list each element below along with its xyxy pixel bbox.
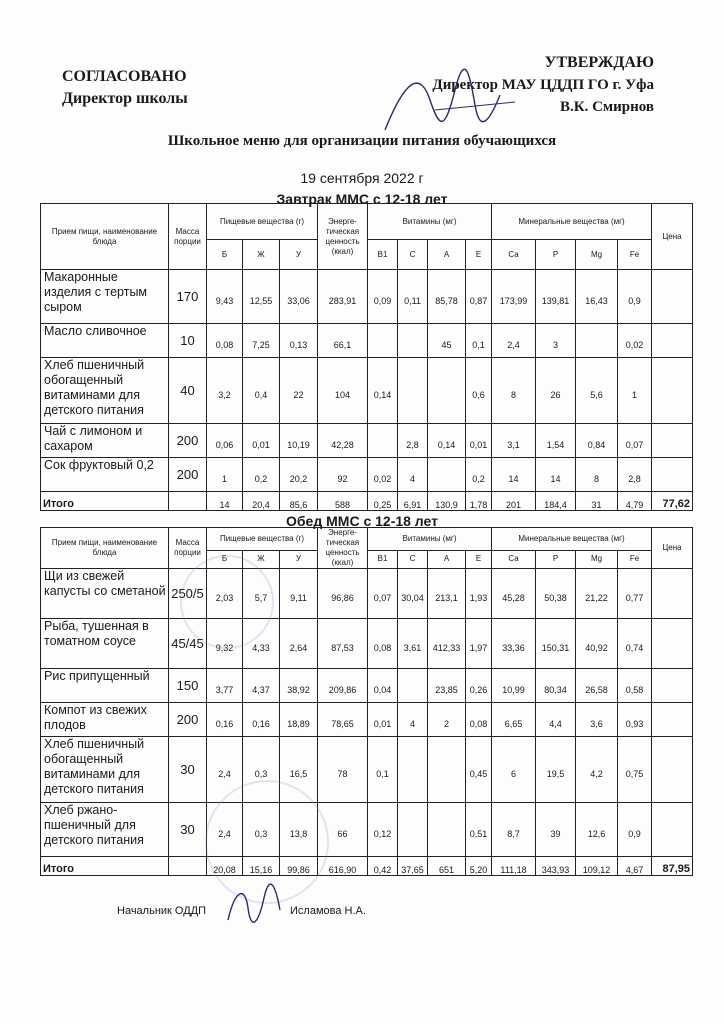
col-mg: Mg: [576, 240, 618, 270]
cell-c: 30,04: [398, 569, 428, 619]
cell-a: 2: [428, 703, 466, 737]
col-a: А: [428, 550, 466, 568]
total-u: 99,86: [280, 857, 318, 876]
cell-b: 2,03: [207, 569, 243, 619]
total-mass: [169, 492, 207, 511]
dish-name: Компот из свежих плодов: [41, 703, 169, 737]
portion-mass: 200: [169, 703, 207, 737]
cell-energy: 104: [318, 358, 368, 424]
lunch-total-row: [41, 857, 693, 876]
cell-u: 9,11: [280, 569, 318, 619]
cell-p: 80,34: [536, 669, 576, 703]
cell-a: [428, 803, 466, 857]
cell-b: 2,4: [207, 737, 243, 803]
total-b: 14: [207, 492, 243, 511]
dish-name: Макаронные изделия с тертым сыром: [41, 270, 169, 324]
col-u: У: [280, 240, 318, 270]
breakfast-total-row: [41, 492, 693, 511]
cell-b1: 0,07: [368, 569, 398, 619]
cell-energy: 78: [318, 737, 368, 803]
col-zh: Ж: [243, 550, 280, 568]
col-ca: Са: [492, 550, 536, 568]
cell-p: 150,31: [536, 619, 576, 669]
col-zh: Ж: [243, 240, 280, 270]
cell-fe: 0,02: [618, 324, 652, 358]
cell-b1: 0,14: [368, 358, 398, 424]
cell-ca: 6,65: [492, 703, 536, 737]
stamp-seal: [180, 555, 274, 649]
cell-b: 3,2: [207, 358, 243, 424]
cell-ca: 10,99: [492, 669, 536, 703]
cell-zh: 4,37: [243, 669, 280, 703]
col-price-header: Цена: [652, 528, 693, 569]
col-name-header: Прием пищи, наименование блюда: [41, 528, 169, 569]
cell-p: 26: [536, 358, 576, 424]
col-fe: Fe: [618, 240, 652, 270]
cell-energy: 78,65: [318, 703, 368, 737]
total-price: 87,95: [652, 857, 693, 876]
cell-b: 0,06: [207, 424, 243, 458]
table-row: [41, 619, 693, 669]
director-name: В.К. Смирнов: [559, 99, 654, 115]
total-fe: 4,79: [618, 492, 652, 511]
cell-mg: 0,84: [576, 424, 618, 458]
cell-u: 13,8: [280, 803, 318, 857]
cell-b: 1: [207, 458, 243, 492]
dish-name: Рис припущенный: [41, 669, 169, 703]
cell-zh: 0,3: [243, 737, 280, 803]
cell-c: 2,8: [398, 424, 428, 458]
lunch-title: Обед ММС с 12-18 лет: [286, 513, 438, 529]
cell-e: 0,51: [466, 803, 492, 857]
cell-fe: 2,8: [618, 458, 652, 492]
total-u: 85,6: [280, 492, 318, 511]
cell-a: 0,14: [428, 424, 466, 458]
col-e: Е: [466, 240, 492, 270]
cell-zh: 5,7: [243, 569, 280, 619]
cell-fe: 0,93: [618, 703, 652, 737]
footer-signature: [220, 880, 290, 930]
cell-energy: 96,86: [318, 569, 368, 619]
total-energy: 588: [318, 492, 368, 511]
director-title: Директор МАУ ЦДДП ГО г. Уфа: [432, 77, 654, 93]
total-zh: 15,16: [243, 857, 280, 876]
cell-price: [652, 358, 693, 424]
portion-mass: 30: [169, 737, 207, 803]
cell-price: [652, 737, 693, 803]
portion-mass: 10: [169, 324, 207, 358]
cell-b1: 0,12: [368, 803, 398, 857]
cell-p: 14: [536, 458, 576, 492]
cell-price: [652, 458, 693, 492]
portion-mass: 40: [169, 358, 207, 424]
menu-date: 19 сентября 2022 г: [300, 170, 424, 186]
cell-c: [398, 803, 428, 857]
cell-c: [398, 737, 428, 803]
approval-left: [62, 66, 188, 110]
portion-mass: 45/45: [169, 619, 207, 669]
col-mg: Mg: [576, 550, 618, 568]
cell-energy: 209,86: [318, 669, 368, 703]
school-director-label: Директор школы: [62, 90, 188, 107]
col-c: С: [398, 240, 428, 270]
col-ca: Са: [492, 240, 536, 270]
cell-e: 0,2: [466, 458, 492, 492]
cell-fe: 0,07: [618, 424, 652, 458]
col-energy-header: Энерге-тическая ценность (ккал): [318, 528, 368, 569]
cell-ca: 8: [492, 358, 536, 424]
cell-zh: 0,2: [243, 458, 280, 492]
agreed-label: СОГЛАСОВАНО: [62, 68, 187, 85]
portion-mass: 250/5: [169, 569, 207, 619]
cell-fe: 1: [618, 358, 652, 424]
cell-zh: 4,33: [243, 619, 280, 669]
total-label: Итого: [41, 857, 169, 876]
total-price: 77,62: [652, 492, 693, 511]
cell-zh: 12,55: [243, 270, 280, 324]
col-p: Р: [536, 240, 576, 270]
footer-name: Исламова Н.А.: [290, 905, 366, 917]
col-nutrients-header: Пищевые вещества (г): [207, 204, 318, 240]
table-row: [41, 737, 693, 803]
cell-b1: 0,01: [368, 703, 398, 737]
cell-b1: 0,1: [368, 737, 398, 803]
cell-b: 0,08: [207, 324, 243, 358]
total-p: 343,93: [536, 857, 576, 876]
cell-energy: 66: [318, 803, 368, 857]
dish-name: Хлеб ржано-пшеничный для детского питания: [41, 803, 169, 857]
cell-b: 3,77: [207, 669, 243, 703]
portion-mass: 200: [169, 424, 207, 458]
col-b1: В1: [368, 550, 398, 568]
total-a: 651: [428, 857, 466, 876]
total-label: Итого: [41, 492, 169, 511]
cell-fe: 0,9: [618, 803, 652, 857]
dish-name: Хлеб пшеничный обогащенный витаминами для детского питания: [41, 737, 169, 803]
cell-ca: 173,99: [492, 270, 536, 324]
portion-mass: 170: [169, 270, 207, 324]
total-ca: 201: [492, 492, 536, 511]
total-mass: [169, 857, 207, 876]
total-e: 1,78: [466, 492, 492, 511]
cell-mg: 26,58: [576, 669, 618, 703]
cell-mg: 12,6: [576, 803, 618, 857]
cell-mg: [576, 324, 618, 358]
col-fe: Fe: [618, 550, 652, 568]
cell-p: 139,81: [536, 270, 576, 324]
cell-b: 2,4: [207, 803, 243, 857]
total-mg: 31: [576, 492, 618, 511]
cell-p: 50,38: [536, 569, 576, 619]
cell-mg: 4,2: [576, 737, 618, 803]
cell-b1: 0,04: [368, 669, 398, 703]
table-row: [41, 458, 693, 492]
total-e: 5,20: [466, 857, 492, 876]
cell-u: 22: [280, 358, 318, 424]
cell-a: 85,78: [428, 270, 466, 324]
cell-e: 0,6: [466, 358, 492, 424]
cell-p: 4,4: [536, 703, 576, 737]
cell-c: 4: [398, 458, 428, 492]
total-ca: 111,18: [492, 857, 536, 876]
cell-u: 33,06: [280, 270, 318, 324]
director-signature: [375, 60, 525, 140]
dish-name: Чай с лимоном и сахаром: [41, 424, 169, 458]
total-c: 6,91: [398, 492, 428, 511]
cell-b: 0,16: [207, 703, 243, 737]
total-mg: 109,12: [576, 857, 618, 876]
cell-zh: 0,3: [243, 803, 280, 857]
cell-energy: 87,53: [318, 619, 368, 669]
cell-price: [652, 669, 693, 703]
cell-a: [428, 458, 466, 492]
table-row: [41, 569, 693, 619]
cell-ca: 8,7: [492, 803, 536, 857]
cell-b1: 0,02: [368, 458, 398, 492]
cell-e: 1,93: [466, 569, 492, 619]
portion-mass: 30: [169, 803, 207, 857]
cell-p: 39: [536, 803, 576, 857]
total-b1: 0,42: [368, 857, 398, 876]
cell-c: [398, 358, 428, 424]
cell-energy: 92: [318, 458, 368, 492]
cell-c: 4: [398, 703, 428, 737]
cell-u: 0,13: [280, 324, 318, 358]
col-minerals-header: Минеральные вещества (мг): [492, 204, 652, 240]
cell-price: [652, 324, 693, 358]
col-price-header: Цена: [652, 204, 693, 270]
cell-zh: 0,16: [243, 703, 280, 737]
cell-u: 18,89: [280, 703, 318, 737]
cell-mg: 3,6: [576, 703, 618, 737]
table-row: [41, 669, 693, 703]
cell-e: 0,08: [466, 703, 492, 737]
cell-ca: 45,28: [492, 569, 536, 619]
cell-ca: 2,4: [492, 324, 536, 358]
cell-price: [652, 270, 693, 324]
cell-u: 16,5: [280, 737, 318, 803]
cell-fe: 0,74: [618, 619, 652, 669]
cell-a: 412,33: [428, 619, 466, 669]
cell-u: 10,19: [280, 424, 318, 458]
col-vitamins-header: Витамины (мг): [368, 528, 492, 551]
cell-price: [652, 803, 693, 857]
breakfast-title: Завтрак ММС с 12-18 лет: [276, 191, 448, 207]
col-c: С: [398, 550, 428, 568]
cell-fe: 0,58: [618, 669, 652, 703]
cell-zh: 0,01: [243, 424, 280, 458]
cell-p: 19,5: [536, 737, 576, 803]
cell-b1: 0,08: [368, 619, 398, 669]
col-e: Е: [466, 550, 492, 568]
table-row: [41, 324, 693, 358]
dish-name: Щи из свежей капусты со сметаной: [41, 569, 169, 619]
lunch-table: [40, 527, 693, 876]
total-fe: 4,67: [618, 857, 652, 876]
cell-e: 0,45: [466, 737, 492, 803]
total-b: 20,08: [207, 857, 243, 876]
cell-price: [652, 703, 693, 737]
cell-b1: [368, 424, 398, 458]
table-row: [41, 703, 693, 737]
col-b1: В1: [368, 240, 398, 270]
cell-zh: 0,4: [243, 358, 280, 424]
cell-mg: 40,92: [576, 619, 618, 669]
col-b: Б: [207, 240, 243, 270]
cell-energy: 283,91: [318, 270, 368, 324]
total-c: 37,65: [398, 857, 428, 876]
cell-e: 1,97: [466, 619, 492, 669]
total-p: 184,4: [536, 492, 576, 511]
col-mass-header: Масса порции: [169, 528, 207, 569]
cell-b: 9,32: [207, 619, 243, 669]
total-energy: 616,90: [318, 857, 368, 876]
col-minerals-header: Минеральные вещества (мг): [492, 528, 652, 551]
cell-a: 45: [428, 324, 466, 358]
cell-b1: 0,09: [368, 270, 398, 324]
cell-b: 9,43: [207, 270, 243, 324]
cell-p: 1,54: [536, 424, 576, 458]
cell-u: 2,64: [280, 619, 318, 669]
col-vitamins-header: Витамины (мг): [368, 204, 492, 240]
cell-e: 0,01: [466, 424, 492, 458]
portion-mass: 200: [169, 458, 207, 492]
cell-mg: 5,6: [576, 358, 618, 424]
cell-e: 0,1: [466, 324, 492, 358]
table-row: [41, 803, 693, 857]
cell-b1: [368, 324, 398, 358]
table-row: [41, 358, 693, 424]
page-title: Школьное меню для организации питания обучающихся: [167, 133, 557, 149]
cell-mg: 21,22: [576, 569, 618, 619]
portion-mass: 150: [169, 669, 207, 703]
dish-name: Хлеб пшеничный обогащенный витаминами для детского питания: [41, 358, 169, 424]
cell-fe: 0,9: [618, 270, 652, 324]
cell-c: 3,61: [398, 619, 428, 669]
cell-zh: 7,25: [243, 324, 280, 358]
cell-ca: 33,36: [492, 619, 536, 669]
approve-label: УТВЕРЖДАЮ: [544, 54, 654, 71]
cell-c: [398, 669, 428, 703]
total-zh: 20,4: [243, 492, 280, 511]
cell-e: 0,87: [466, 270, 492, 324]
cell-price: [652, 619, 693, 669]
cell-a: [428, 358, 466, 424]
breakfast-table: [40, 203, 693, 511]
cell-price: [652, 569, 693, 619]
col-b: Б: [207, 550, 243, 568]
cell-c: 0,11: [398, 270, 428, 324]
dish-name: Масло сливочное: [41, 324, 169, 358]
cell-a: [428, 737, 466, 803]
dish-name: Рыба, тушенная в томатном соусе: [41, 619, 169, 669]
col-a: А: [428, 240, 466, 270]
cell-mg: 8: [576, 458, 618, 492]
cell-e: 0,26: [466, 669, 492, 703]
col-u: У: [280, 550, 318, 568]
total-a: 130,9: [428, 492, 466, 511]
cell-u: 38,92: [280, 669, 318, 703]
table-row: [41, 270, 693, 324]
table-row: [41, 424, 693, 458]
col-energy-header: Энерге-тическая ценность (ккал): [318, 204, 368, 270]
cell-price: [652, 424, 693, 458]
cell-energy: 66,1: [318, 324, 368, 358]
cell-mg: 16,43: [576, 270, 618, 324]
cell-ca: 6: [492, 737, 536, 803]
cell-fe: 0,75: [618, 737, 652, 803]
cell-a: 23,85: [428, 669, 466, 703]
col-mass-header: Масса порции: [169, 204, 207, 270]
col-nutrients-header: Пищевые вещества (г): [207, 528, 318, 551]
cell-ca: 14: [492, 458, 536, 492]
dish-name: Сок фруктовый 0,2: [41, 458, 169, 492]
footer-position: Начальник ОДДП: [117, 905, 207, 917]
cell-u: 20,2: [280, 458, 318, 492]
col-p: Р: [536, 550, 576, 568]
cell-fe: 0,77: [618, 569, 652, 619]
cell-c: [398, 324, 428, 358]
total-b1: 0,25: [368, 492, 398, 511]
cell-energy: 42,28: [318, 424, 368, 458]
cell-p: 3: [536, 324, 576, 358]
cell-ca: 3,1: [492, 424, 536, 458]
cell-a: 213,1: [428, 569, 466, 619]
col-name-header: Прием пищи, наименование блюда: [41, 204, 169, 270]
